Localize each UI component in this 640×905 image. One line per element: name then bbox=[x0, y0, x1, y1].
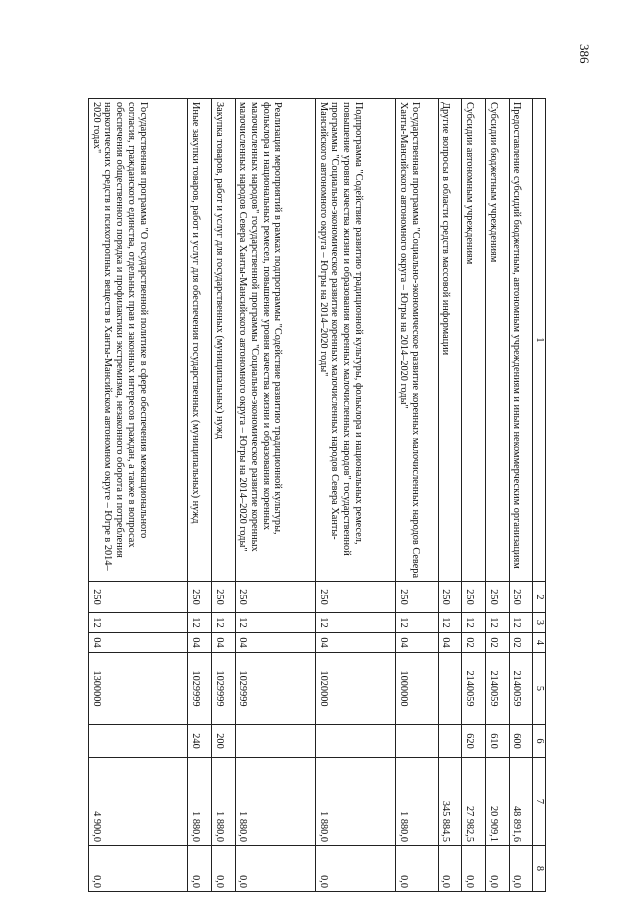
row-section-code: 12 bbox=[315, 613, 395, 633]
row-description: Предоставление субсидий бюджетным, автономным учреждениям и иным некоммерческим организациям bbox=[509, 99, 533, 582]
row-expense-type bbox=[438, 725, 462, 758]
row-subsection-code: 04 bbox=[396, 633, 439, 653]
row-admin-code: 250 bbox=[188, 582, 212, 613]
row-target-code: 1300000 bbox=[89, 653, 188, 725]
table-row bbox=[396, 99, 439, 892]
row-section-code: 12 bbox=[89, 613, 188, 633]
row-amount: 1 880,0 bbox=[396, 758, 439, 846]
row-section-code: 12 bbox=[188, 613, 212, 633]
row-target-code bbox=[438, 653, 462, 725]
row-amount: 4 900,0 bbox=[89, 758, 188, 846]
row-subsection-code: 04 bbox=[315, 633, 395, 653]
row-section-code: 12 bbox=[509, 613, 533, 633]
row-expense-type: 240 bbox=[188, 725, 212, 758]
row-amount-extra: 0,0 bbox=[485, 846, 509, 892]
row-target-code: 1029999 bbox=[211, 653, 235, 725]
row-target-code: 1029999 bbox=[235, 653, 315, 725]
row-description: Реализация мероприятий в рамках подпрограммы "Содействие развитию традиционной культуры, фольклора и национальных ремесел, повышение уровня качества жизни и образования коренных малочисленных народов" государственной программы "Социально-экономическое развитие коренных малочисленных народов Севера Ханты-Мансийского автономного округа – Югры на 2014–2020 годы" bbox=[235, 99, 315, 582]
row-expense-type bbox=[396, 725, 439, 758]
row-description: Субсидии автономным учреждениям bbox=[462, 99, 486, 582]
row-expense-type: 620 bbox=[462, 725, 486, 758]
row-expense-type: 200 bbox=[211, 725, 235, 758]
row-admin-code: 250 bbox=[509, 582, 533, 613]
row-target-code: 2140059 bbox=[509, 653, 533, 725]
row-section-code: 12 bbox=[438, 613, 462, 633]
table-row bbox=[235, 99, 315, 892]
budget-table bbox=[88, 98, 546, 892]
row-amount-extra: 0,0 bbox=[89, 846, 188, 892]
table-row bbox=[89, 99, 188, 892]
row-section-code: 12 bbox=[235, 613, 315, 633]
row-admin-code: 250 bbox=[462, 582, 486, 613]
row-expense-type bbox=[315, 725, 395, 758]
row-target-code: 1020000 bbox=[315, 653, 395, 725]
table-row bbox=[188, 99, 212, 892]
table-row bbox=[438, 99, 462, 892]
row-expense-type: 600 bbox=[509, 725, 533, 758]
row-admin-code: 250 bbox=[396, 582, 439, 613]
row-description: Подпрограмма "Содействие развитию традиционной культуры, фольклора и национальных ремесел, повышение уровня качества жизни и образования коренных малочисленных народов" государственной программы "Социально-экономическое развитие коренных малочисленных народов Севера Ханты-Мансийского автономного округа – Югры на 2014–2020 годы" bbox=[315, 99, 395, 582]
row-admin-code: 250 bbox=[485, 582, 509, 613]
row-amount-extra: 0,0 bbox=[235, 846, 315, 892]
row-target-code: 2140059 bbox=[485, 653, 509, 725]
table-row bbox=[211, 99, 235, 892]
row-description: Закупка товаров, работ и услуг для государственных (муниципальных) нужд bbox=[211, 99, 235, 582]
table-row bbox=[485, 99, 509, 892]
column-header: 7 bbox=[533, 758, 546, 846]
column-header: 1 bbox=[533, 99, 546, 582]
row-amount: 27 982,5 bbox=[462, 758, 486, 846]
row-subsection-code: 02 bbox=[485, 633, 509, 653]
row-amount: 1 880,0 bbox=[315, 758, 395, 846]
row-description: Иные закупки товаров, работ и услуг для обеспечения государственных (муниципальных) нужд bbox=[188, 99, 212, 582]
row-amount-extra: 0,0 bbox=[462, 846, 486, 892]
row-amount-extra: 0,0 bbox=[509, 846, 533, 892]
column-header: 3 bbox=[533, 613, 546, 633]
row-subsection-code: 02 bbox=[509, 633, 533, 653]
row-amount-extra: 0,0 bbox=[396, 846, 439, 892]
row-amount-extra: 0,0 bbox=[315, 846, 395, 892]
row-section-code: 12 bbox=[211, 613, 235, 633]
row-amount-extra: 0,0 bbox=[211, 846, 235, 892]
budget-table-container bbox=[88, 98, 546, 891]
row-admin-code: 250 bbox=[315, 582, 395, 613]
row-amount: 345 884,5 bbox=[438, 758, 462, 846]
row-amount-extra: 0,0 bbox=[188, 846, 212, 892]
row-expense-type bbox=[235, 725, 315, 758]
column-header: 2 bbox=[533, 582, 546, 613]
row-subsection-code: 02 bbox=[462, 633, 486, 653]
row-amount: 1 880,0 bbox=[211, 758, 235, 846]
row-expense-type: 610 bbox=[485, 725, 509, 758]
row-section-code: 12 bbox=[462, 613, 486, 633]
row-target-code: 1000000 bbox=[396, 653, 439, 725]
row-amount: 20 909,1 bbox=[485, 758, 509, 846]
row-admin-code: 250 bbox=[438, 582, 462, 613]
table-row bbox=[509, 99, 533, 892]
column-header: 6 bbox=[533, 725, 546, 758]
column-header: 5 bbox=[533, 653, 546, 725]
row-target-code: 1029999 bbox=[188, 653, 212, 725]
row-description: Государственная программа "О государственной политике в сфере обеспечения межнационального согласия, гражданского единства, отдельных прав и законных интересов граждан, а также в вопросах обеспечения общественного порядка и профилактики экстремизма, незаконного оборота и потребления наркотических средств и психотропных веществ в Ханты-Мансийском автономном округе – Югре в 2014–2020 годах" bbox=[89, 99, 188, 582]
row-section-code: 12 bbox=[485, 613, 509, 633]
row-subsection-code: 04 bbox=[235, 633, 315, 653]
row-admin-code: 250 bbox=[211, 582, 235, 613]
row-amount-extra: 0,0 bbox=[438, 846, 462, 892]
row-section-code: 12 bbox=[396, 613, 439, 633]
column-header: 4 bbox=[533, 633, 546, 653]
row-subsection-code: 04 bbox=[188, 633, 212, 653]
row-description: Субсидии бюджетным учреждениям bbox=[485, 99, 509, 582]
row-expense-type bbox=[89, 725, 188, 758]
row-amount: 1 880,0 bbox=[188, 758, 212, 846]
row-subsection-code: 04 bbox=[438, 633, 462, 653]
row-admin-code: 250 bbox=[235, 582, 315, 613]
row-admin-code: 250 bbox=[89, 582, 188, 613]
row-amount: 1 880,0 bbox=[235, 758, 315, 846]
table-row bbox=[462, 99, 486, 892]
row-amount: 48 891,6 bbox=[509, 758, 533, 846]
table-header-row bbox=[533, 99, 546, 892]
page-number: 386 bbox=[577, 44, 592, 64]
row-description: Государственная программа "Социально-экономическое развитие коренных малочисленных народов Севера Ханты-Мансийского автономного округа – Югры на 2014–2020 годы" bbox=[396, 99, 439, 582]
row-description: Другие вопросы в области средств массовой информации bbox=[438, 99, 462, 582]
column-header: 8 bbox=[533, 846, 546, 892]
table-row bbox=[315, 99, 395, 892]
row-subsection-code: 04 bbox=[89, 633, 188, 653]
row-target-code: 2140059 bbox=[462, 653, 486, 725]
row-subsection-code: 04 bbox=[211, 633, 235, 653]
